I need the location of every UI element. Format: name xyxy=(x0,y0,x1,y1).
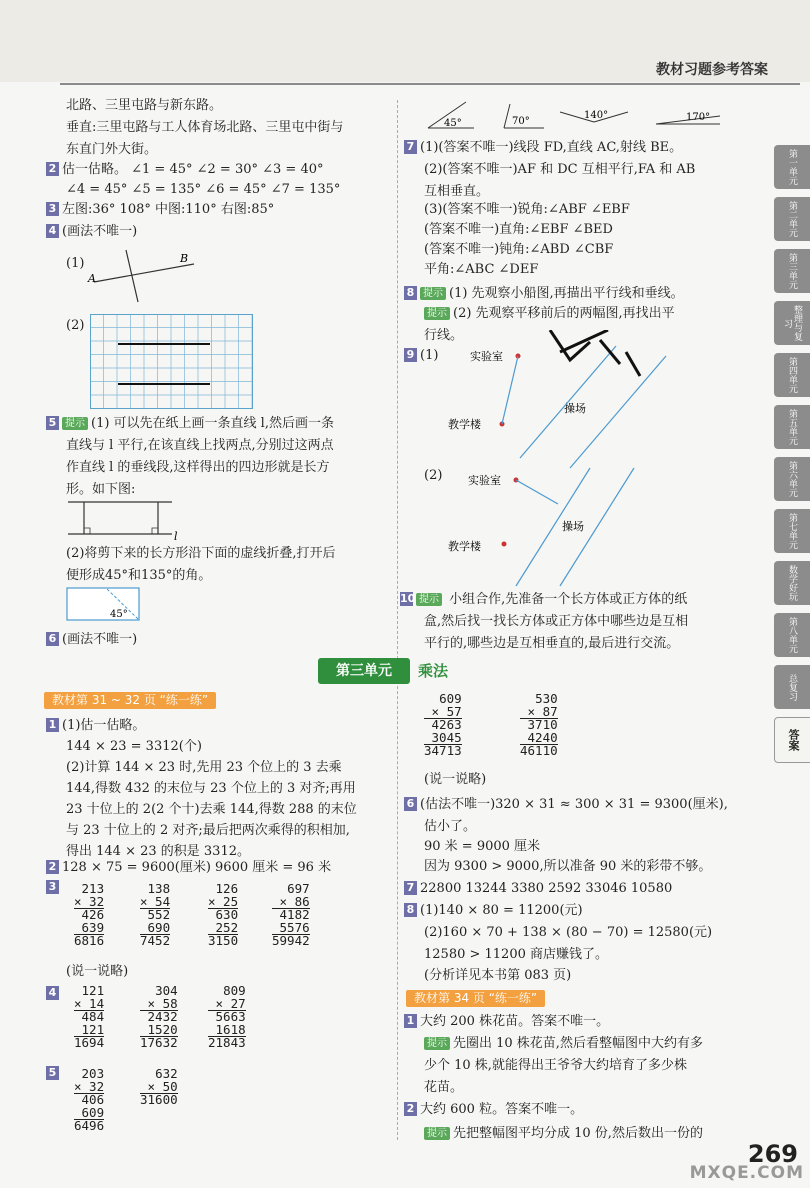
question-number: 1 xyxy=(46,718,59,732)
calc-row: 7452 xyxy=(140,933,171,948)
calc-row: × 57 xyxy=(424,706,462,720)
calc-row: 609 xyxy=(439,691,462,706)
question-number: 9 xyxy=(404,348,417,362)
line-text: 22800 13244 3380 2592 33046 10580 xyxy=(420,881,673,896)
calc-row: 406 xyxy=(81,1092,105,1107)
line-text: (2)计算 144 × 23 时,先用 23 个位上的 3 去乘 xyxy=(66,760,342,775)
map-field-1: 操场 xyxy=(564,402,586,415)
text-line xyxy=(404,284,684,304)
calc-row: × 86 xyxy=(272,896,310,910)
question-number: 8 xyxy=(404,286,417,300)
calc-row: 6496 xyxy=(74,1118,105,1133)
line-text: 大约 600 粒。答案不唯一。 xyxy=(420,1102,584,1117)
line-text: 12580 > 11200 商店赚钱了。 xyxy=(424,947,608,962)
calc-row: 5576 xyxy=(272,922,310,936)
calc-row: 630 xyxy=(215,907,239,922)
calc-row: 6816 xyxy=(74,933,105,948)
line-text: 平行的,哪些边是互相垂直的,最后进行交流。 xyxy=(424,636,680,651)
chapter-tab[interactable]: 第四单元 xyxy=(774,353,810,397)
calc-row: 5663 xyxy=(215,1009,246,1024)
text-line xyxy=(66,140,157,160)
label-l: l xyxy=(174,530,178,542)
question-number: 6 xyxy=(46,632,59,646)
text-line xyxy=(400,590,687,610)
question-number: 4 xyxy=(46,986,59,1000)
line-text: 144 × 23 = 3312(个) xyxy=(66,739,202,754)
hint-badge: 提示 xyxy=(62,417,88,430)
map-lab-1: 实验室 xyxy=(470,350,503,363)
angle-140: 140° xyxy=(584,110,609,121)
calc-row: 121 xyxy=(74,1024,104,1038)
question-number: 7 xyxy=(404,140,417,154)
page-header-title: 教材习题参考答案 xyxy=(656,62,768,78)
map-figure-2 xyxy=(430,460,670,590)
question-number: 2 xyxy=(46,860,59,874)
question-number: 3 xyxy=(46,202,59,216)
label-b: B xyxy=(180,252,189,265)
line-text: (2) xyxy=(66,318,85,333)
question-number: 2 xyxy=(404,1102,417,1116)
text-line xyxy=(66,544,336,564)
text-line xyxy=(424,612,688,632)
calc-row: 1520 xyxy=(140,1024,178,1038)
calc-row: 809 xyxy=(223,983,246,998)
unit-topic: 乘法 xyxy=(418,662,449,680)
text-line xyxy=(46,858,331,878)
calc-row: 3045 xyxy=(424,732,462,746)
watermark: MXQE.COM xyxy=(689,1163,804,1183)
calc-row: 690 xyxy=(140,922,170,936)
line-text: 花苗。 xyxy=(424,1080,464,1095)
line-text: (1)估一估略。 xyxy=(62,718,146,733)
calc-row: 46110 xyxy=(520,743,558,758)
vertical-multiplication xyxy=(140,1068,178,1107)
text-line xyxy=(66,180,340,200)
line-text: (2) 先观察平移前后的两幅图,再找出平 xyxy=(453,306,675,321)
text-line xyxy=(46,222,137,242)
question-number: 8 xyxy=(404,903,417,917)
calc-row: × 27 xyxy=(208,998,246,1012)
calc-row: 252 xyxy=(208,922,238,936)
line-text: 与 23 十位上的 2 对齐;最后把两次乘得的积相加, xyxy=(66,823,350,838)
text-line xyxy=(46,160,324,180)
text-line xyxy=(66,436,334,456)
chapter-tab[interactable]: 总复习 xyxy=(774,665,810,709)
text-line xyxy=(46,878,62,898)
question-number: 5 xyxy=(46,416,59,430)
line-text: 盒,然后找一找长方体或正方体中哪些边是互相 xyxy=(424,614,689,629)
text-line xyxy=(46,716,145,736)
text-line xyxy=(424,160,695,180)
vertical-multiplication xyxy=(208,883,238,948)
grid-figure xyxy=(90,314,254,410)
calc-row: 552 xyxy=(147,907,171,922)
text-line xyxy=(66,758,342,778)
calc-row: × 50 xyxy=(140,1081,178,1095)
text-line xyxy=(66,800,357,820)
calc-row: 1694 xyxy=(74,1035,105,1050)
calc-row: × 58 xyxy=(140,998,178,1012)
line-text: 因为 9300 > 9000,所以准备 90 米的彩带不够。 xyxy=(424,859,712,874)
line-text: (1) 可以先在纸上画一条直线 l,然后画一条 xyxy=(91,416,334,431)
angle-figures xyxy=(424,98,724,134)
column-divider xyxy=(397,100,398,1140)
line-text: 北路、三里屯路与新东路。 xyxy=(66,98,223,113)
question-number: 6 xyxy=(404,797,417,811)
vertical-multiplication xyxy=(424,693,462,758)
label-45: 45° xyxy=(110,609,128,620)
calc-row: 4182 xyxy=(279,907,310,922)
rectangle-figure xyxy=(66,494,186,542)
vertical-multiplication xyxy=(140,883,170,948)
chapter-tab[interactable]: 第二单元 xyxy=(774,197,810,241)
text-line xyxy=(424,260,538,280)
calc-row: 426 xyxy=(81,907,105,922)
calc-row: 304 xyxy=(155,983,178,998)
calc-row: × 54 xyxy=(140,893,171,909)
calc-row: 3710 xyxy=(527,717,558,732)
line-text: 小组合作,先准备一个长方体或正方体的纸 xyxy=(445,592,688,607)
text-line xyxy=(424,200,630,220)
calc-row: 639 xyxy=(74,922,104,936)
calc-row: 609 xyxy=(74,1107,104,1121)
line-text: (2) xyxy=(424,468,443,483)
line-ab xyxy=(94,264,194,282)
line-text: (画法不唯一) xyxy=(62,224,138,239)
line-text: (1) 先观察小船图,再描出平行线和垂线。 xyxy=(449,286,684,301)
line-text: (1) xyxy=(66,256,85,271)
text-line xyxy=(404,1100,583,1120)
line-text: 直线与 l 平行,在该直线上找两点,分别过这两点 xyxy=(66,438,334,453)
line-text: (分析详见本书第 083 页) xyxy=(424,968,572,983)
text-line xyxy=(424,220,613,240)
map-school-2: 教学楼 xyxy=(448,540,481,553)
text-line xyxy=(66,96,222,116)
line-text: 少个 10 株,就能得出王爷爷大约培育了多少株 xyxy=(424,1058,687,1073)
text-line xyxy=(404,901,583,921)
calc-row: 121 xyxy=(81,983,105,998)
line-text: 128 × 75 = 9600(厘米) 9600 厘米 = 96 米 xyxy=(62,860,332,875)
text-line xyxy=(46,1064,62,1084)
chapter-tab[interactable]: 数学好玩 xyxy=(774,561,810,605)
calc-row: 59942 xyxy=(272,933,310,948)
calc-row: 4263 xyxy=(431,717,462,732)
unit-banner xyxy=(318,658,468,684)
calc-row: 697 xyxy=(287,881,310,896)
calc-row: 213 xyxy=(81,881,105,896)
calc-row: × 25 xyxy=(208,893,239,909)
angle-45: 45° xyxy=(444,118,462,129)
line-text: (画法不唯一) xyxy=(62,632,138,647)
line-text: (1)(答案不唯一)线段 FD,直线 AC,射线 BE。 xyxy=(420,140,683,155)
text-line xyxy=(424,966,571,986)
line-text: (2)将剪下来的长方形沿下面的虚线折叠,打开后 xyxy=(66,546,336,561)
line-text: 左图:36° 108° 中图:110° 右图:85° xyxy=(62,202,275,217)
text-line xyxy=(424,240,613,260)
text-line xyxy=(404,879,672,899)
chapter-tab[interactable]: 第三单元 xyxy=(774,249,810,293)
question-number: 3 xyxy=(46,880,59,894)
calc-row: × 87 xyxy=(520,706,558,720)
header-rule xyxy=(60,83,800,85)
line-text: (答案不唯一)直角:∠EBF ∠BED xyxy=(424,222,613,237)
line-text: (1)140 × 80 = 11200(元) xyxy=(420,903,583,918)
line-text: (2)(答案不唯一)AF 和 DC 互相平行,FA 和 AB xyxy=(424,162,696,177)
line-text: (说一说略) xyxy=(66,964,129,979)
text-line xyxy=(66,458,330,478)
line-text: 平角:∠ABC ∠DEF xyxy=(424,262,539,277)
text-line xyxy=(424,304,675,324)
page-header xyxy=(0,0,810,82)
section-heading-left: 教材第 31 ~ 32 页 “练一练” xyxy=(44,692,216,709)
page-number: 269 xyxy=(747,1140,798,1168)
vertical-multiplication xyxy=(74,1068,104,1133)
text-line xyxy=(424,1078,463,1098)
line-text: 估小了。 xyxy=(424,819,477,834)
line-text: 90 米 = 9000 厘米 xyxy=(424,839,541,854)
text-line xyxy=(66,118,343,138)
calc-row: 484 xyxy=(81,1009,105,1024)
calc-row: 3150 xyxy=(208,933,239,948)
text-line xyxy=(66,737,202,757)
text-line xyxy=(424,923,712,943)
vertical-multiplication xyxy=(74,883,104,948)
map-school-1: 教学楼 xyxy=(448,418,481,431)
text-line xyxy=(46,200,274,220)
hint-badge: 提示 xyxy=(424,307,450,320)
question-number: 5 xyxy=(46,1066,59,1080)
line-text: 144,得数 432 的末位与 23 个位上的 3 对齐;再用 xyxy=(66,781,356,796)
question-number: 4 xyxy=(46,224,59,238)
calc-row: 632 xyxy=(155,1066,178,1081)
line-text: 东直门外大街。 xyxy=(66,142,158,157)
calc-row: 203 xyxy=(81,1066,105,1081)
map-figure-1 xyxy=(430,330,690,470)
line-text: 垂直:三里屯路与工人体育场北路、三里屯中街与 xyxy=(66,120,344,135)
text-line xyxy=(424,1056,687,1076)
calc-row: × 14 xyxy=(74,995,105,1011)
text-line xyxy=(66,962,128,982)
text-line xyxy=(46,984,62,1004)
calc-row: 34713 xyxy=(424,743,462,758)
chapter-tab[interactable]: 第八单元 xyxy=(774,613,810,657)
section-heading-right: 教材第 34 页 “练一练” xyxy=(406,990,545,1007)
angle-170: 170° xyxy=(686,112,711,123)
question-number: 1 xyxy=(404,1014,417,1028)
vertical-multiplication xyxy=(520,693,558,758)
chapter-tab[interactable]: 第一单元 xyxy=(774,145,810,189)
fold-figure xyxy=(66,586,146,624)
hint-badge: 提示 xyxy=(424,1037,450,1050)
text-line xyxy=(424,837,540,857)
line-text: 互相垂直。 xyxy=(424,184,490,199)
line-text: 作直线 l 的垂线段,这样得出的四边形就是长方 xyxy=(66,460,330,475)
calc-row: 21843 xyxy=(208,1035,246,1050)
line-text: 便形成45°和135°的角。 xyxy=(66,568,212,583)
text-line xyxy=(66,254,84,274)
line-text: 估一估略。 ∠1 = 45° ∠2 = 30° ∠3 = 40° xyxy=(62,162,324,177)
chapter-tab[interactable]: 第六单元 xyxy=(774,457,810,501)
line-text: 23 十位上的 2(2 个十)去乘 144,得数 288 的末位 xyxy=(66,802,357,817)
calc-row: 17632 xyxy=(140,1035,178,1050)
calc-row: 1618 xyxy=(208,1024,246,1038)
text-line xyxy=(66,779,356,799)
map-lab-2: 实验室 xyxy=(468,474,501,487)
text-line xyxy=(424,634,679,654)
text-line xyxy=(404,1012,609,1032)
text-line xyxy=(66,316,84,336)
calc-row: 126 xyxy=(215,881,239,896)
line-text: 先圈出 10 株花苗,然后看整幅图中大约有多 xyxy=(453,1036,703,1051)
line-text: 得出 144 × 23 的积是 3312。 xyxy=(66,844,250,859)
unit-name: 第三单元 xyxy=(318,658,410,684)
text-line xyxy=(424,1124,703,1144)
text-line xyxy=(66,566,211,586)
text-line xyxy=(424,857,711,877)
line-text: (3)(答案不唯一)锐角:∠ABF ∠EBF xyxy=(424,202,630,217)
calc-row: 2432 xyxy=(147,1009,178,1024)
line-text: (1) xyxy=(420,348,439,363)
vertical-multiplication xyxy=(140,985,178,1050)
line-text: 形。如下图: xyxy=(66,482,136,497)
text-line xyxy=(46,414,334,434)
chapter-tab[interactable]: 第五单元 xyxy=(774,405,810,449)
line-text: (估法不唯一)320 × 31 ≈ 300 × 31 = 9300(厘米), xyxy=(420,797,728,812)
text-line xyxy=(424,945,608,965)
hint-badge: 提示 xyxy=(424,1127,450,1140)
line-text: ∠4 = 45° ∠5 = 135° ∠6 = 45° ∠7 = 135° xyxy=(66,182,341,197)
calc-row: 31600 xyxy=(140,1092,178,1107)
hint-badge: 提示 xyxy=(416,593,442,606)
text-line xyxy=(404,138,682,158)
text-line xyxy=(424,770,486,790)
map-field-2: 操场 xyxy=(562,520,584,533)
line-text: (说一说略) xyxy=(424,772,487,787)
chapter-tab[interactable]: 答案 xyxy=(774,717,810,763)
text-line xyxy=(46,630,137,650)
question-number: 2 xyxy=(46,162,59,176)
text-line xyxy=(424,182,489,202)
line-text: (答案不唯一)钝角:∠ABD ∠CBF xyxy=(424,242,614,257)
line-text: 先把整幅图平均分成 10 份,然后数出一份的 xyxy=(453,1126,703,1141)
hint-badge: 提示 xyxy=(420,287,446,300)
text-line xyxy=(404,795,728,815)
vertical-multiplication xyxy=(208,985,246,1050)
line-text: 行线。 xyxy=(424,328,464,343)
label-a: A xyxy=(88,272,96,285)
text-line xyxy=(424,817,476,837)
calc-row: × 32 xyxy=(74,1078,105,1094)
line-text: 大约 200 株花苗。答案不唯一。 xyxy=(420,1014,610,1029)
question-number: 7 xyxy=(404,881,417,895)
calc-row: × 32 xyxy=(74,893,105,909)
figure-perpendicular-lines xyxy=(84,244,204,306)
chapter-tab[interactable]: 第七单元 xyxy=(774,509,810,553)
text-line xyxy=(66,821,350,841)
angle-70: 70° xyxy=(512,116,530,127)
calc-row: 138 xyxy=(147,881,171,896)
line-text: (2)160 × 70 + 138 × (80 − 70) = 12580(元) xyxy=(424,925,713,940)
vertical-multiplication xyxy=(272,883,310,948)
text-line xyxy=(424,1034,703,1054)
question-number: 10 xyxy=(400,592,416,605)
calc-row: 4240 xyxy=(520,732,558,746)
chapter-tab[interactable]: 整理与复习 xyxy=(774,301,810,345)
vertical-multiplication xyxy=(74,985,104,1050)
calc-row: 530 xyxy=(535,691,558,706)
